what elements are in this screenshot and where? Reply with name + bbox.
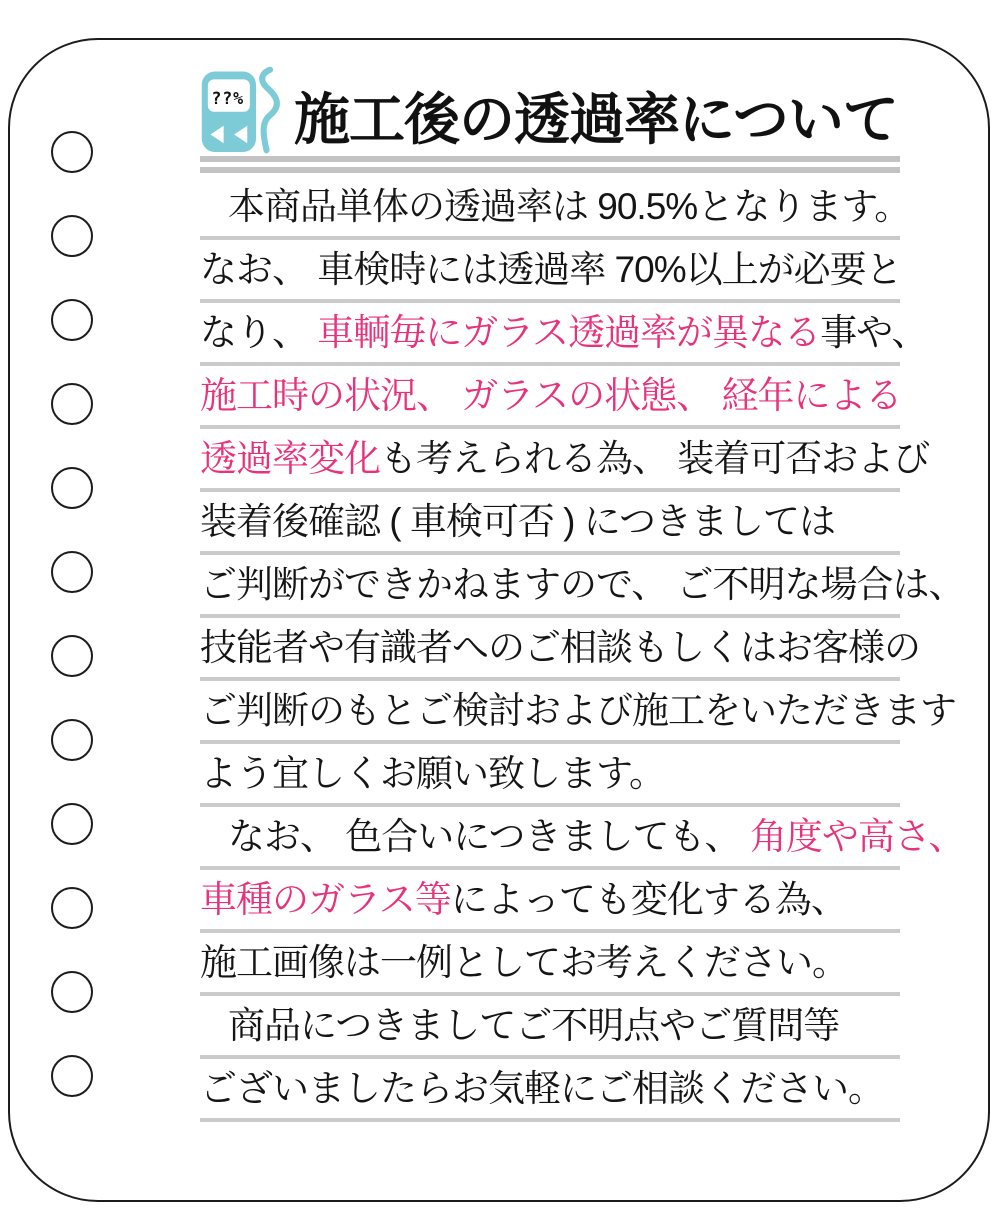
line-rule	[200, 1118, 900, 1122]
binder-hole	[51, 971, 93, 1013]
body-text: 商品につきましてご不明点やご質問等	[228, 1005, 840, 1046]
text-line	[200, 940, 900, 986]
body-text: も考えられる為、 装着可否および	[380, 438, 930, 479]
text-line	[200, 499, 900, 545]
binder-hole	[51, 131, 93, 173]
binder-hole	[51, 383, 93, 425]
meter-screen-text: ??%	[211, 88, 244, 108]
line-rule	[200, 677, 900, 681]
text-line	[200, 436, 930, 482]
binder-hole	[51, 551, 93, 593]
text-line	[200, 373, 900, 419]
binder-hole	[51, 803, 93, 845]
body-text: ご判断のもとご検討および施工をいただきます	[200, 690, 956, 731]
highlighted-text: 車輌毎にガラス透過率が異なる	[317, 312, 821, 353]
body-text: 装着後確認 ( 車検可否 ) につきましては	[200, 501, 836, 542]
line-rule	[200, 740, 900, 744]
body-text: なお、 色合いにつきましても、	[228, 816, 750, 857]
line-rule	[200, 1055, 900, 1059]
text-line	[200, 247, 900, 293]
body-text: よう宜しくお願い致します。	[200, 753, 666, 794]
body-text: によっても変化する為、	[450, 879, 847, 920]
text-line	[200, 877, 900, 923]
body-text: ご判断ができかねますので、 ご不明な場合は、	[200, 564, 965, 605]
line-rule	[200, 992, 900, 996]
line-rule	[200, 551, 900, 555]
header	[200, 60, 900, 151]
binder-hole	[51, 635, 93, 677]
line-rule	[200, 803, 900, 807]
line-rule	[200, 866, 900, 870]
meter-cable-swoosh	[262, 70, 277, 151]
body-text: 施工画像は一例としてお考えください。	[200, 942, 848, 983]
body-text: 事や、	[820, 312, 928, 353]
line-rule	[200, 362, 900, 366]
text-line	[200, 625, 920, 671]
binder-hole	[51, 719, 93, 761]
line-rule	[200, 425, 900, 429]
body-lines	[200, 184, 965, 1122]
body-text: なお、 車検時には透過率 70%以上が必要と	[200, 249, 902, 290]
page-content	[200, 60, 965, 1129]
text-line	[200, 1003, 900, 1049]
highlighted-text: 車種のガラス等	[200, 879, 451, 920]
binder-hole	[51, 467, 93, 509]
title-divider	[200, 156, 900, 173]
body-text: 技能者や有識者へのご相談もしくはお客様の	[200, 627, 920, 668]
body-text: 本商品単体の透過率は 90.5%となります。	[228, 186, 911, 227]
text-line	[200, 184, 911, 230]
text-line	[200, 688, 956, 734]
line-rule	[200, 236, 900, 240]
binder-holes	[51, 0, 95, 1227]
highlighted-text: 施工時の状況、 ガラスの状態、 経年による	[200, 375, 902, 416]
binder-hole	[51, 887, 93, 929]
binder-hole	[51, 299, 93, 341]
line-rule	[200, 614, 900, 618]
text-line	[200, 310, 928, 356]
highlighted-text: 角度や高さ、	[749, 816, 965, 857]
binder-hole	[51, 215, 93, 257]
binder-hole	[51, 1055, 93, 1097]
text-line	[200, 562, 965, 608]
body-text: なり、	[200, 312, 318, 353]
page-title: 施工後の透過率について	[294, 87, 898, 151]
text-line	[200, 1066, 900, 1112]
line-rule	[200, 929, 900, 933]
text-line	[200, 814, 965, 860]
text-line	[200, 751, 900, 797]
body-text: ございましたらお気軽にご相談ください。	[200, 1068, 884, 1109]
line-rule	[200, 488, 900, 492]
line-rule	[200, 299, 900, 303]
highlighted-text: 透過率変化	[200, 438, 380, 479]
transmittance-meter-icon	[200, 66, 284, 154]
